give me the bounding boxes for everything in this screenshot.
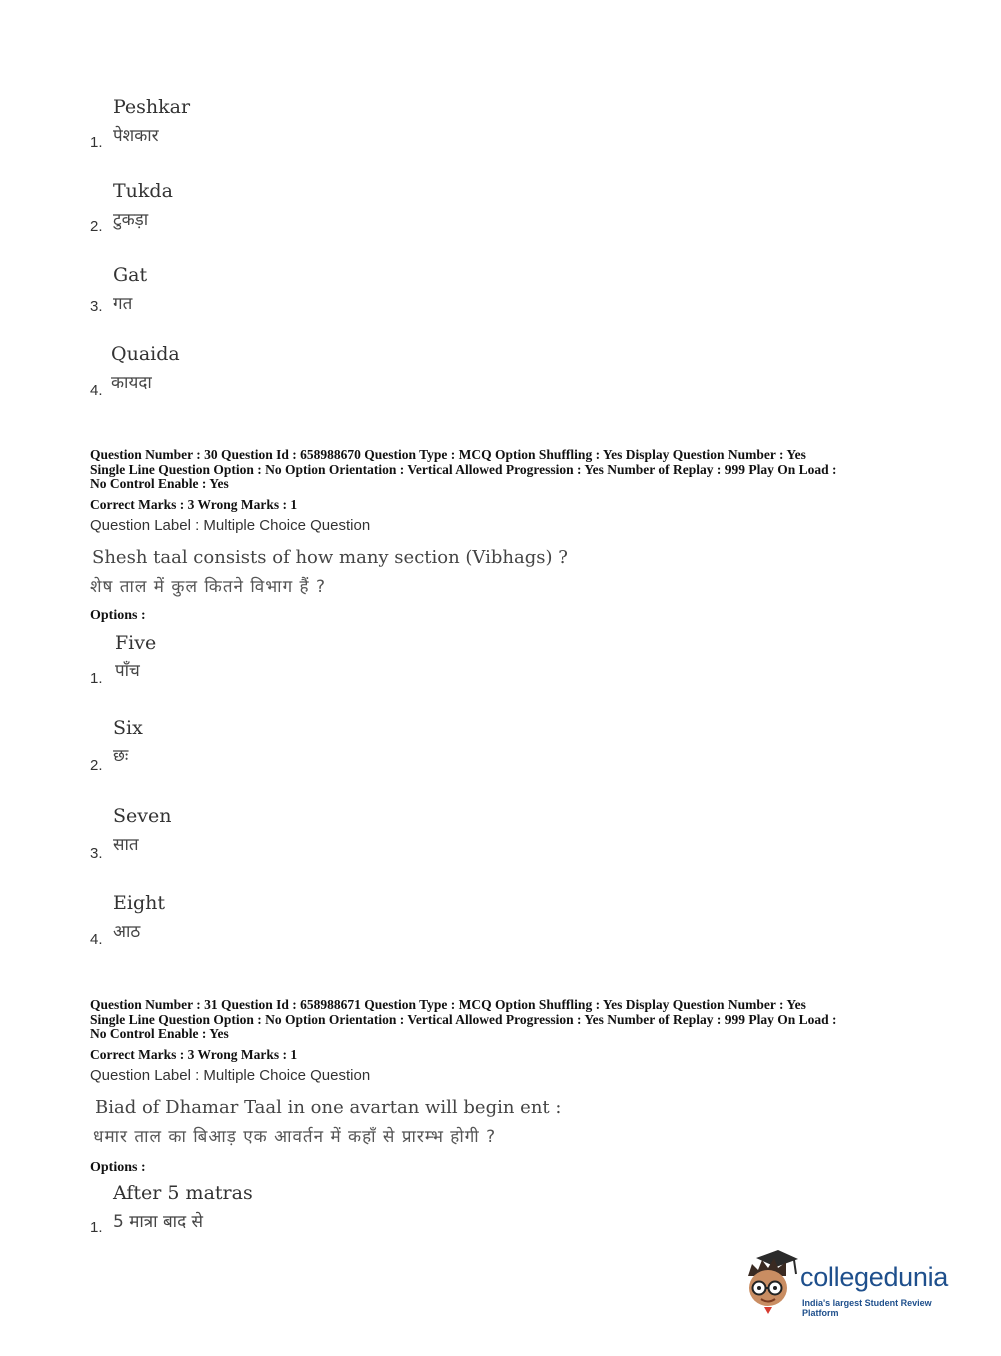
option-text-en: Gat xyxy=(113,264,148,286)
option-text-en: Eight xyxy=(113,892,165,914)
option-number: 2. xyxy=(90,757,103,774)
option-text-en: Tukda xyxy=(113,180,173,202)
collegedunia-logo xyxy=(742,1250,970,1320)
option-text-hi: गत xyxy=(113,294,133,314)
option-number: 2. xyxy=(90,218,103,235)
option-text-en: Seven xyxy=(113,805,172,827)
question-text-en: Shesh taal consists of how many section (Vibhags) ? xyxy=(92,547,568,568)
meta-line: No Control Enable : Yes xyxy=(90,1026,229,1041)
meta-line: Single Line Question Option : No Option Orientation : Vertical Allowed Progression : Yes Number of Replay : 999 Play On Load : xyxy=(90,461,837,477)
meta-line: Single Line Question Option : No Option Orientation : Vertical Allowed Progression : Yes Number of Replay : 999 Play On Load : xyxy=(90,1011,837,1027)
option-number: 1. xyxy=(90,1219,103,1236)
option-number: 3. xyxy=(90,298,103,315)
question-label: Question Label : Multiple Choice Question xyxy=(90,1067,371,1084)
option-text-en: Six xyxy=(113,717,143,739)
meta-line: No Control Enable : Yes xyxy=(90,476,229,491)
option-number: 4. xyxy=(90,382,103,399)
meta-line: Question Number : 31 Question Id : 658988671 Question Type : MCQ Option Shuffling : Yes Display Question Number : Yes xyxy=(90,997,806,1012)
option-text-hi: आठ xyxy=(113,922,141,942)
option-number: 1. xyxy=(90,670,103,687)
marks-line: Correct Marks : 3 Wrong Marks : 1 xyxy=(90,1047,298,1062)
option-text-hi: छः xyxy=(113,746,129,766)
option-text-en: After 5 matras xyxy=(113,1182,253,1204)
question-text-en: Biad of Dhamar Taal in one avartan will begin ent : xyxy=(95,1097,562,1118)
question-meta xyxy=(90,448,930,492)
question-text-hi: धमार ताल का बिआड़ एक आवर्तन में कहाँ से प्रारम्भ होगी ? xyxy=(93,1127,497,1147)
question-meta xyxy=(90,998,930,1042)
option-text-en: Quaida xyxy=(111,343,180,365)
question-text-hi: शेष ताल में कुल कितने विभाग हैं ? xyxy=(90,577,326,597)
question-label: Question Label : Multiple Choice Question xyxy=(90,517,371,534)
mascot-icon xyxy=(742,1250,800,1316)
option-text-hi: कायदा xyxy=(111,373,152,393)
option-text-en: Peshkar xyxy=(113,96,191,118)
brand-name: collegedunia xyxy=(800,1262,949,1292)
brand-tagline: India's largest Student Review Platform xyxy=(802,1298,932,1318)
option-number: 1. xyxy=(90,134,103,151)
option-text-hi: सात xyxy=(113,835,139,855)
option-text-hi: टुकड़ा xyxy=(113,210,149,230)
options-heading: Options : xyxy=(90,608,146,623)
option-text-hi: पेशकार xyxy=(113,126,159,146)
option-text-hi: 5 मात्रा बाद से xyxy=(113,1212,204,1232)
option-text-hi: पाँच xyxy=(115,661,140,681)
options-heading: Options : xyxy=(90,1160,146,1175)
option-number: 4. xyxy=(90,931,103,948)
option-text-en: Five xyxy=(115,632,157,654)
meta-line: Question Number : 30 Question Id : 658988670 Question Type : MCQ Option Shuffling : Yes Display Question Number : Yes xyxy=(90,447,806,462)
option-number: 3. xyxy=(90,845,103,862)
marks-line: Correct Marks : 3 Wrong Marks : 1 xyxy=(90,497,298,512)
